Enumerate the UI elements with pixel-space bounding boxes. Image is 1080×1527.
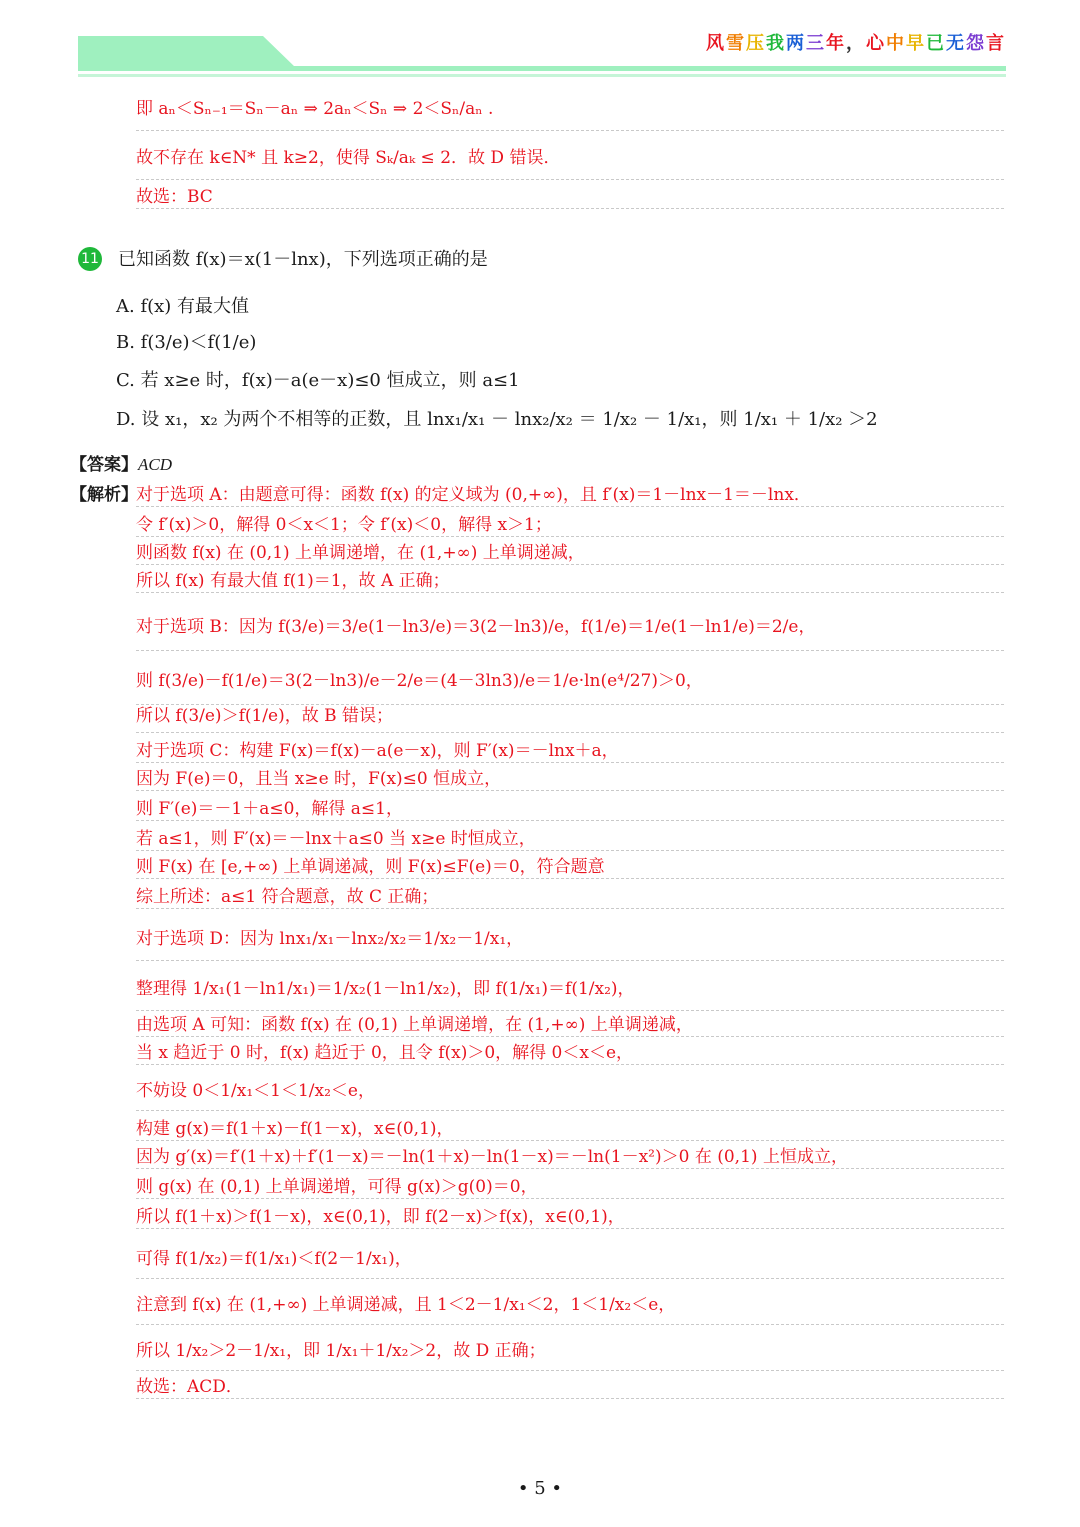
motto-char: 早 xyxy=(906,33,926,54)
motto-char: 压 xyxy=(746,33,766,54)
analysis-line: 所以 f(3/e)＞f(1/e)，故 B 错误； xyxy=(136,694,1004,733)
analysis-line: 则 f(3/e)－f(1/e)＝3(2－ln3)/e－2/e＝(4－3ln3)/e＝1/e·ln(e⁴/27)＞0， xyxy=(136,652,1004,705)
analysis-line: 当 x 趋近于 0 时，f(x) 趋近于 0，且令 f(x)＞0，解得 0＜x＜e， xyxy=(136,1036,1004,1065)
header-motto xyxy=(706,29,1006,55)
analysis-line: 若 a≤1，则 F′(x)＝－lnx＋a≤0 当 x≥e 时恒成立， xyxy=(136,822,1004,851)
motto-char: 言 xyxy=(986,33,1006,54)
motto-char: 心 xyxy=(866,33,886,54)
prev-line-1: 即 aₙ＜Sₙ₋₁＝Sₙ－aₙ ⇒ 2aₙ＜Sₙ ⇒ 2＜Sₙ/aₙ . xyxy=(136,82,1004,131)
page-number: • 5 • xyxy=(517,1478,563,1499)
analysis-line: 不妨设 0＜1/x₁＜1＜1/x₂＜e， xyxy=(136,1066,1004,1111)
analysis-line: 故选：ACD． xyxy=(136,1370,1004,1399)
motto-char: ， xyxy=(846,33,866,54)
motto-char: 中 xyxy=(886,33,906,54)
analysis-line: 则 F(x) 在 [e,+∞) 上单调递减，则 F(x)≤F(e)＝0，符合题意 xyxy=(136,850,1004,879)
analysis-line: 可得 f(1/x₂)＝f(1/x₁)＜f(2－1/x₁)， xyxy=(136,1234,1004,1279)
analysis-line: 因为 g′(x)＝f′(1＋x)＋f′(1－x)＝－ln(1＋x)－ln(1－x)＝－ln(1－x²)＞0 在 (0,1) 上恒成立， xyxy=(136,1140,1004,1169)
header-tab-decoration xyxy=(78,36,296,68)
option-a: A. f(x) 有最大值 xyxy=(116,296,250,317)
motto-char: 雪 xyxy=(726,33,746,54)
analysis-line: 所以 f(1＋x)＞f(1－x)，x∈(0,1)，即 f(2－x)＞f(x)，x∈(0,1)， xyxy=(136,1200,1004,1229)
analysis-line: 对于选项 D：因为 lnx₁/x₁－lnx₂/x₂＝1/x₂－1/x₁， xyxy=(136,912,1004,961)
analysis-line: 对于选项 C：构建 F(x)＝f(x)－a(e－x)，则 F′(x)＝－lnx＋a， xyxy=(136,734,1004,763)
header-rule xyxy=(78,66,1006,71)
question-number-badge: 11 xyxy=(78,247,102,271)
analysis-line: 令 f′(x)＞0，解得 0＜x＜1；令 f′(x)＜0，解得 x＞1； xyxy=(136,508,1004,537)
answer-row xyxy=(70,450,172,475)
analysis-label: 【解析】 xyxy=(70,485,138,505)
analysis-line: 因为 F(e)＝0，且当 x≥e 时，F(x)≤0 恒成立， xyxy=(136,762,1004,791)
analysis-line: 整理得 1/x₁(1－ln1/x₁)＝1/x₂(1－ln1/x₂)，即 f(1/x₁)＝f(1/x₂)， xyxy=(136,962,1004,1011)
option-b: B. f(3/e)＜f(1/e) xyxy=(116,332,257,353)
analysis-line: 所以 1/x₂＞2－1/x₁，即 1/x₁＋1/x₂＞2，故 D 正确； xyxy=(136,1326,1004,1371)
analysis-line: 构建 g(x)＝f(1＋x)－f(1－x)，x∈(0,1)， xyxy=(136,1112,1004,1141)
motto-char: 怨 xyxy=(966,33,986,54)
prev-line-3: 故选：BC xyxy=(136,180,1004,209)
motto-char: 三 xyxy=(806,33,826,54)
analysis-line: 对于选项 B：因为 f(3/e)＝3/e(1－ln3/e)＝3(2－ln3)/e，f(1/e)＝1/e(1－ln1/e)＝2/e， xyxy=(136,598,1004,651)
answer-label: 【答案】 xyxy=(70,455,138,475)
analysis-line: 综上所述：a≤1 符合题意，故 C 正确； xyxy=(136,880,1004,909)
prev-line-2: 故不存在 k∈N* 且 k≥2，使得 Sₖ/aₖ ≤ 2．故 D 错误． xyxy=(136,131,1004,180)
analysis-line: 所以 f(x) 有最大值 f(1)＝1，故 A 正确； xyxy=(136,564,1004,593)
option-c: C. 若 x≥e 时，f(x)－a(e－x)≤0 恒成立，则 a≤1 xyxy=(116,370,520,391)
question-stem: 已知函数 f(x)＝x(1－lnx)，下列选项正确的是 xyxy=(118,249,488,270)
motto-char: 两 xyxy=(786,33,806,54)
motto-char: 已 xyxy=(926,33,946,54)
motto-char: 无 xyxy=(946,33,966,54)
answer-value: ACD xyxy=(138,455,172,474)
motto-char: 风 xyxy=(706,33,726,54)
analysis-line: 注意到 f(x) 在 (1,+∞) 上单调递减，且 1＜2－1/x₁＜2，1＜1/x₂＜e， xyxy=(136,1280,1004,1325)
analysis-line: 则函数 f(x) 在 (0,1) 上单调递增，在 (1,+∞) 上单调递减， xyxy=(136,536,1004,565)
option-d: D. 设 x₁，x₂ 为两个不相等的正数，且 lnx₁/x₁ － lnx₂/x₂ ＝ 1/x₂ － 1/x₁，则 1/x₁ ＋ 1/x₂ ＞2 xyxy=(116,409,878,430)
motto-char: 我 xyxy=(766,33,786,54)
analysis-line: 对于选项 A：由题意可得：函数 f(x) 的定义域为 (0,+∞)，且 f′(x)＝1－lnx－1＝－lnx． xyxy=(136,478,1004,507)
analysis-line: 则 F′(e)＝－1＋a≤0，解得 a≤1， xyxy=(136,792,1004,821)
header-rule-light xyxy=(78,74,1006,77)
motto-char: 年 xyxy=(826,33,846,54)
analysis-line: 则 g(x) 在 (0,1) 上单调递增，可得 g(x)＞g(0)＝0， xyxy=(136,1170,1004,1199)
analysis-line: 由选项 A 可知：函数 f(x) 在 (0,1) 上单调递增，在 (1,+∞) 上单调递减， xyxy=(136,1008,1004,1037)
